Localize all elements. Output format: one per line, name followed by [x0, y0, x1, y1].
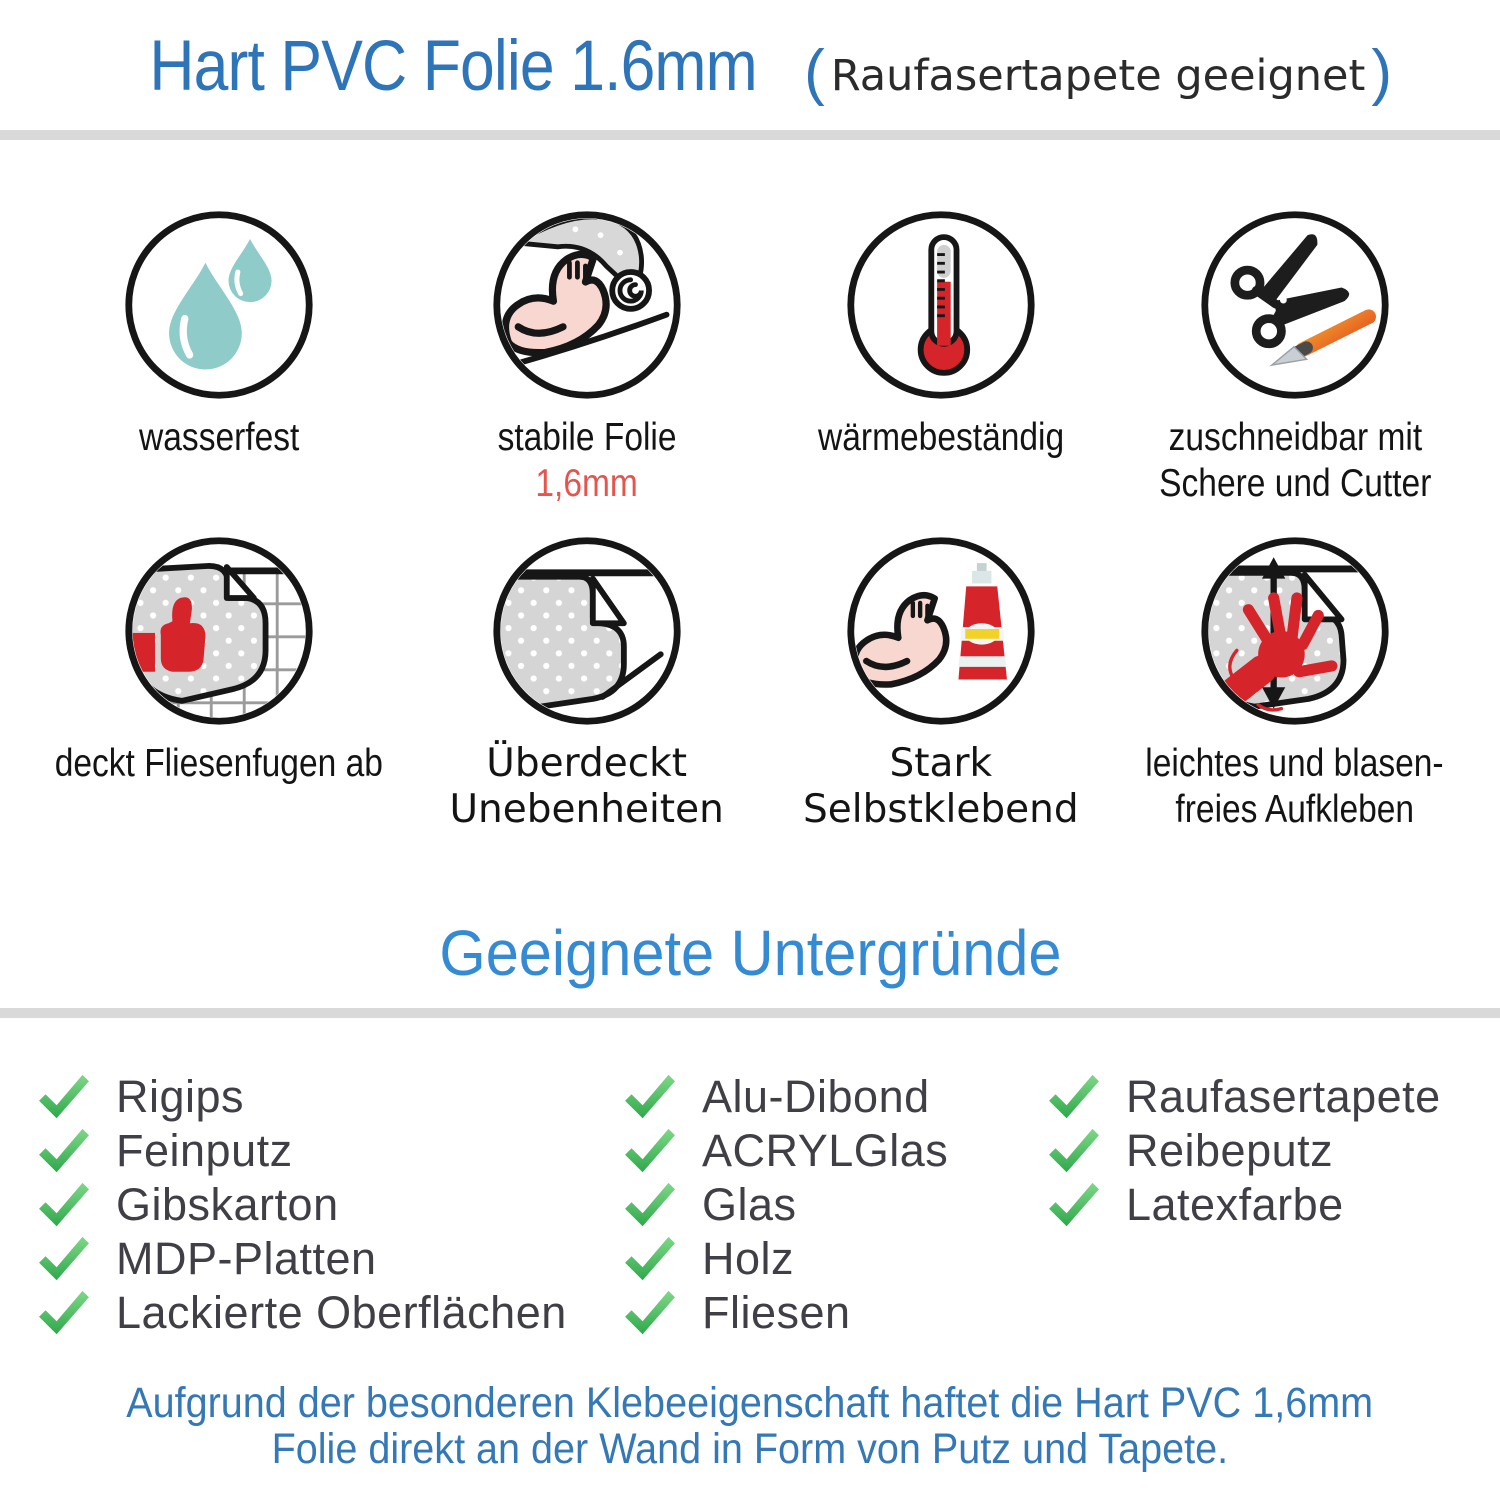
feature-heat-resistant: wärmebeständig	[764, 208, 1118, 507]
green-check-icon	[622, 1235, 678, 1283]
feature-cuttable: zuschneidbar mit Schere und Cutter	[1118, 208, 1472, 507]
header	[0, 26, 1500, 107]
thermometer-icon	[844, 208, 1038, 402]
feature-self-adhesive: Stark Selbstklebend	[764, 534, 1118, 833]
feature-covers-unevenness: Überdeckt Unebenheiten	[410, 534, 764, 833]
footer-line-1: Aufgrund der besonderen Klebeeigenschaft haftet die Hart PVC 1,6mm	[126, 1379, 1374, 1427]
hand-smoothing-icon	[1198, 534, 1392, 728]
substrate-column-2	[622, 1070, 1042, 1340]
list-item: Lackierte Oberflächen	[36, 1286, 616, 1340]
section-heading: Geeignete Untergründe	[438, 917, 1062, 989]
list-item: Latexfarbe	[1046, 1178, 1496, 1232]
paren-close: )	[1371, 38, 1393, 107]
list-item: Fliesen	[622, 1286, 1042, 1340]
list-item: Rigips	[36, 1070, 616, 1124]
footer-note	[0, 1380, 1500, 1472]
page-title: Hart PVC Folie 1.6mm	[149, 27, 757, 106]
green-check-icon	[36, 1127, 92, 1175]
green-check-icon	[1046, 1127, 1102, 1175]
list-item: Glas	[622, 1178, 1042, 1232]
scissors-cutter-icon	[1198, 208, 1392, 402]
list-item: Feinputz	[36, 1124, 616, 1178]
feature-bubble-free: leichtes und blasen- freies Aufkleben	[1118, 534, 1472, 833]
water-drops-icon	[122, 208, 316, 402]
green-check-icon	[36, 1181, 92, 1229]
feature-waterproof: wasserfest	[28, 208, 410, 507]
list-item: MDP-Platten	[36, 1232, 616, 1286]
green-check-icon	[36, 1235, 92, 1283]
feature-covers-tile-joints: deckt Fliesenfugen ab	[28, 534, 410, 833]
foil-fold-icon	[490, 534, 684, 728]
list-item: ACRYLGlas	[622, 1124, 1042, 1178]
thumb-up-tiles-icon	[122, 534, 316, 728]
green-check-icon	[1046, 1073, 1102, 1121]
page-subtitle: Raufasertapete geeignet	[830, 51, 1366, 101]
green-check-icon	[36, 1073, 92, 1121]
footer-line-2: Folie direkt an der Wand in Form von Putz und Tapete.	[271, 1425, 1229, 1473]
green-check-icon	[622, 1127, 678, 1175]
list-item: Holz	[622, 1232, 1042, 1286]
divider-top	[0, 130, 1500, 140]
list-item: Raufasertapete	[1046, 1070, 1496, 1124]
substrate-column-3	[1046, 1070, 1496, 1232]
green-check-icon	[622, 1289, 678, 1337]
substrate-column-1	[36, 1070, 616, 1340]
list-item: Alu-Dibond	[622, 1070, 1042, 1124]
green-check-icon	[1046, 1181, 1102, 1229]
divider-middle	[0, 1008, 1500, 1018]
green-check-icon	[36, 1289, 92, 1337]
muscle-foil-roll-icon	[490, 208, 684, 402]
green-check-icon	[622, 1181, 678, 1229]
list-item: Reibeputz	[1046, 1124, 1496, 1178]
feature-grid	[28, 208, 1472, 833]
list-item: Gibskarton	[36, 1178, 616, 1232]
green-check-icon	[622, 1073, 678, 1121]
paren-open: (	[804, 38, 825, 107]
feature-stable-foil: stabile Folie 1,6mm	[410, 208, 764, 507]
muscle-glue-tube-icon	[844, 534, 1038, 728]
